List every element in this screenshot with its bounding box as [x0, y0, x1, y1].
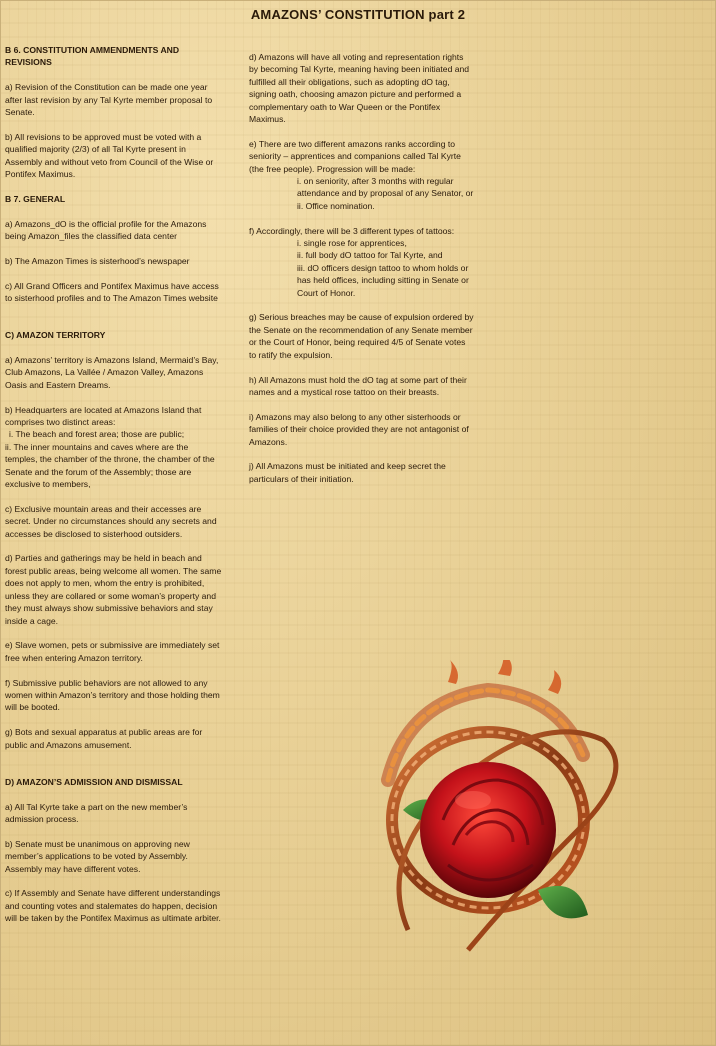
clause-c-b-ii: ii. The inner mountains and caves where are the temples, the chamber of the throne, the chamber of the Senate and the forum of the Assembly; those are exclusive to members, [5, 441, 215, 490]
clause-h: h) All Amazons must hold the dO tag at some part of their names and a mystical rose tattoo on their breasts. [249, 374, 467, 397]
clause-b6-b: b) All revisions to be approved must be voted with a qualified majority (2/3) of all Tal Kyrte present in Assembly and without veto from Council of the Wise or Pontifex Maximus. [5, 131, 214, 180]
section-heading-c: C) AMAZON TERRITORY [5, 330, 106, 341]
clause-c-g: g) Bots and sexual apparatus at public areas are for public and Amazons amusement. [5, 727, 203, 750]
section-heading-b6: B 6. CONSTITUTION AMMENDMENTS AND REVISIONS [5, 45, 180, 68]
clause-j: j) All Amazons must be initiated and keep secret the particulars of their initiation. [249, 461, 446, 484]
rose-icon [420, 762, 556, 898]
clause-e-ii: ii. Office nomination. [297, 200, 375, 211]
spacer [5, 317, 223, 329]
section-heading-b7: B 7. GENERAL [5, 193, 66, 204]
clause-c-b [5, 404, 223, 491]
spacer [5, 763, 223, 775]
amazons-rose-emblem [348, 660, 630, 960]
clause-i: i) Amazons may also belong to any other sisterhoods or families of their choice provided they are not antagonist of Amazons. [249, 411, 469, 447]
clause-d-c: c) If Assembly and Senate have different understandings and counting votes and stalemates do happen, decision will be taken by the Pontifex Maximus as ultimate arbiter. [5, 888, 221, 924]
clause-f-ii: ii. full body dO tattoo for Tal Kyrte, and [297, 250, 443, 261]
clause-d-a: a) All Tal Kyrte take a part on the new member’s admission process. [5, 801, 188, 824]
clause-e-intro: e) There are two different amazons ranks according to seniority – apprentices and companions called Tal Kyrte (the free people). Progression will be made: [249, 138, 461, 174]
clause-d-b: b) Senate must be unanimous on approving new member’s applications to be voted by Assembly. Assembly may have different votes. [5, 838, 190, 874]
clause-c-f: f) Submissive public behaviors are not allowed to any women within Amazon’s territory and those holding them will be booted. [5, 677, 220, 713]
leaf-icon [538, 886, 588, 918]
clause-f-intro: f) Accordingly, there will be 3 different types of tattoos: [249, 225, 455, 236]
clause-e-i: i. on seniority, after 3 months with regular attendance and by proposal of any Senator, or [297, 176, 474, 199]
clause-c-b-intro: b) Headquarters are located at Amazons Island that comprises two distinct areas: [5, 404, 202, 428]
clause-f-i: i. single rose for apprentices, [297, 238, 407, 249]
clause-b6-a: a) Revision of the Constitution can be made one year after last revision by any Tal Kyrte member proposal to Senate. [5, 82, 213, 118]
clause-b7-a: a) Amazons_dO is the official profile for the Amazons being Amazon_files the classified data center [5, 218, 207, 242]
clause-d: d) Amazons will have all voting and representation rights by becoming Tal Kyrte, meaning having been initiated and fulfilled all their obligations, such as adopting dO tag, signing oath, choosing amazon picture and performed a complementary oath to War Queen or the Pontifex Maximus. [249, 52, 470, 125]
clause-f [249, 225, 474, 299]
clause-f-iii: iii. dO officers design tattoo to whom holds or has held offices, including sitting in Senate or Court of Honor. [297, 262, 469, 298]
clause-e [249, 138, 474, 212]
clause-c-d: d) Parties and gatherings may be held in beach and forest public areas, being welcome all women. The same does not apply to men, whom the entry is prohibited, unless they are collared or some woman’s property and they must always show submissive behaviors and stay inside a cage. [5, 553, 222, 626]
clause-c-c: c) Exclusive mountain areas and their accesses are secret. Under no circumstances should any secrets and accesses be disclosed to sisterhood outsiders. [5, 503, 217, 539]
right-column [249, 51, 474, 498]
clause-c-e: e) Slave women, pets or submissive are immediately set free when entering Amazon territory. [5, 640, 220, 663]
clause-c-b-i: i. The beach and forest area; those are public; [9, 429, 185, 440]
clause-c-a: a) Amazons’ territory is Amazons Island, Mermaid’s Bay, Club Amazons, La Vallée / Amazon Valley, Amazons Oasis and Eastern Dreams. [5, 355, 219, 390]
clause-b7-c: c) All Grand Officers and Pontifex Maximus have access to sisterhood profiles and to The Amazon Times website [5, 280, 219, 304]
section-heading-d: D) AMAZON’S ADMISSION AND DISMISSAL [5, 776, 183, 787]
clause-b7-b: b) The Amazon Times is sisterhood’s newspaper [5, 255, 190, 266]
clause-g: g) Serious breaches may be cause of expulsion ordered by the Senate on the recommendation of any Senate member or the Court of Honor, being required 4/5 of Senate votes to ratify the expulsion. [249, 312, 474, 360]
page-title: AMAZONS’ CONSTITUTION part 2 [250, 7, 466, 22]
left-column [5, 44, 223, 937]
